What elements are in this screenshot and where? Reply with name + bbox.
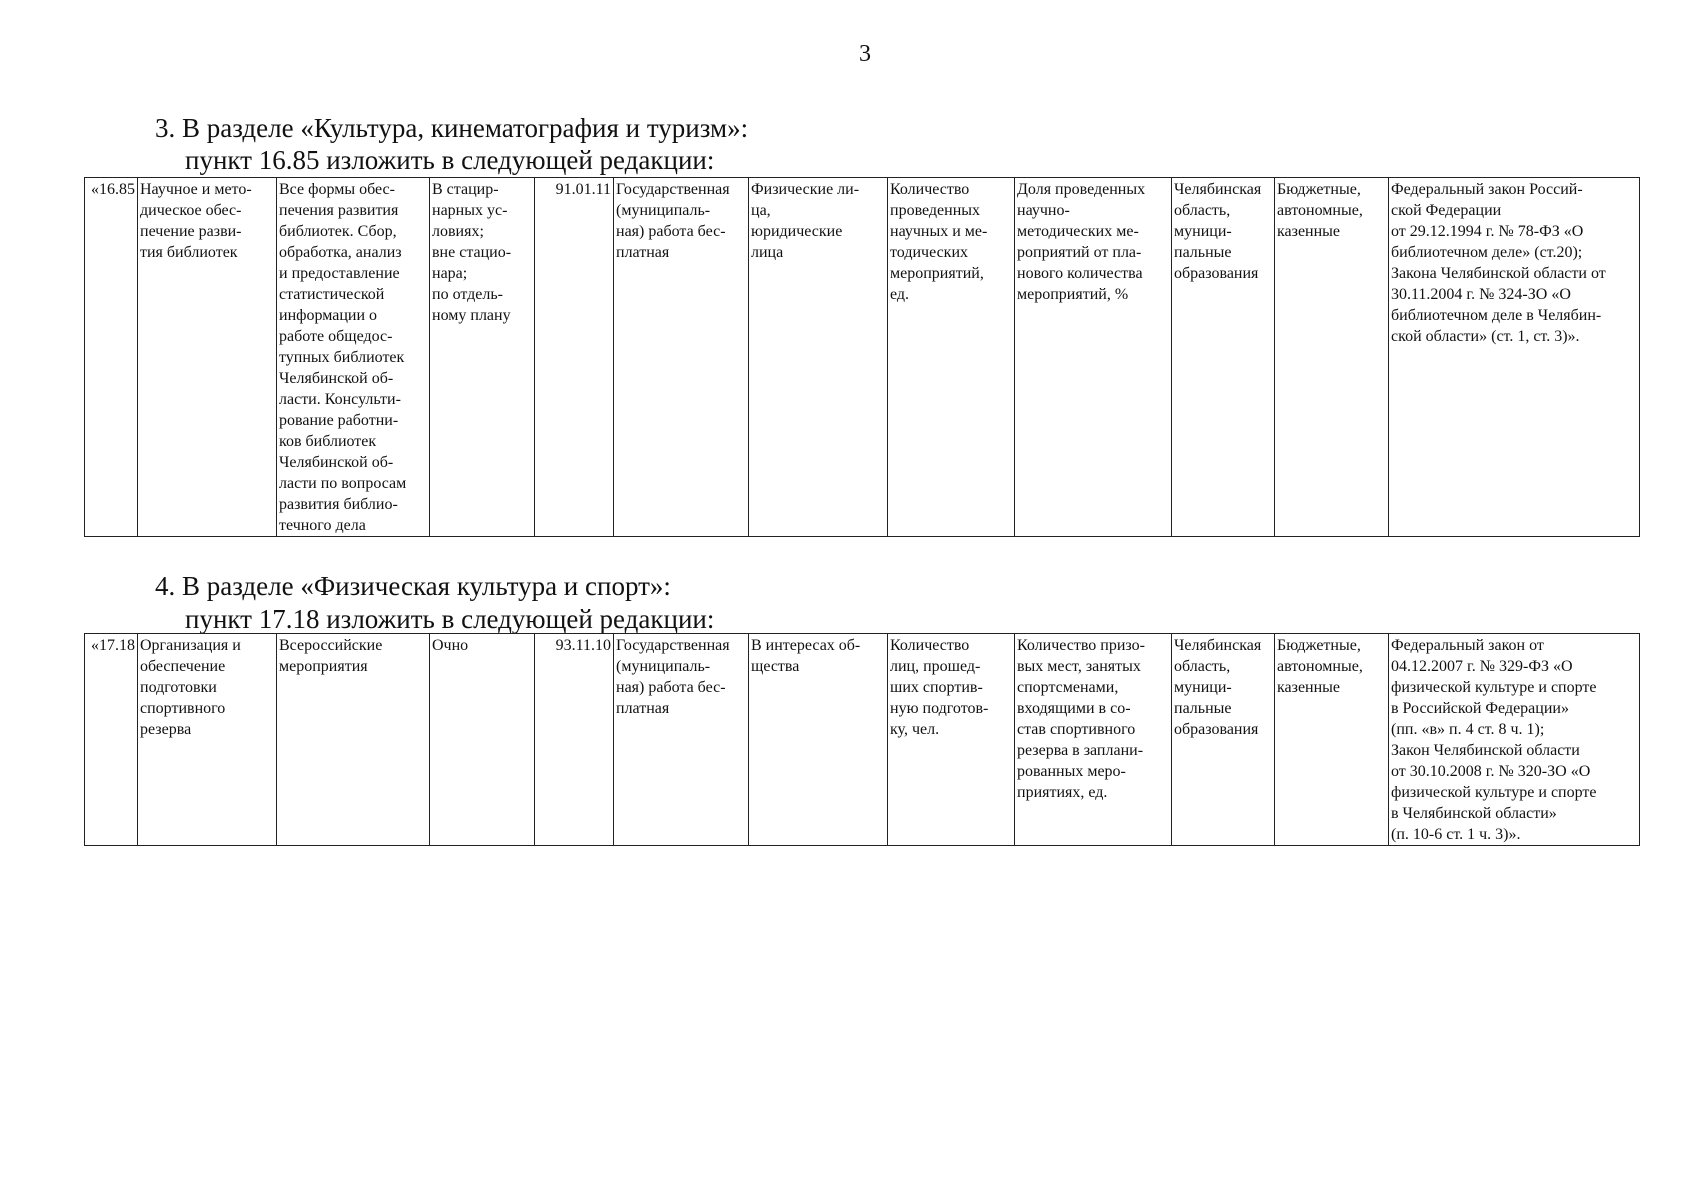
section-3-subheading: пункт 16.85 изложить в следующей редакции: <box>185 145 715 175</box>
work-type-cell: Государственная (муниципаль- ная) работа бес- платная <box>614 178 749 537</box>
institutions-cell: Бюджетные, автономные, казенные <box>1275 634 1389 846</box>
conditions-cell: Очно <box>430 634 535 846</box>
section-3-table <box>84 177 1640 537</box>
section-3-heading: 3. В разделе «Культура, кинематография и туризм»: <box>155 113 749 143</box>
quality-indicator-cell: Количество призо- вых мест, занятых спортсменами, входящими в со- став спортивного резерва в заплани- рованных меро- приятиях, ед. <box>1015 634 1172 846</box>
section-4-table <box>84 633 1640 846</box>
legal-basis-cell: Федеральный закон от 04.12.2007 г. № 329-ФЗ «О физической культуре и спорте в Российской Федерации» (пп. «в» п. 4 ст. 8 ч. 1); Закон Челябинской области от 30.10.2008 г. № 320-ЗО «О физической культуре и спорте в Челябинской области» (п. 10-6 ст. 1 ч. 3)». <box>1389 634 1640 846</box>
work-type-cell: Государственная (муниципаль- ная) работа бес- платная <box>614 634 749 846</box>
quality-indicator-cell: Доля проведенных научно- методических ме- роприятий от пла- нового количества мероприятий, % <box>1015 178 1172 537</box>
service-content-cell: Все формы обес- печения развития библиотек. Сбор, обработка, анализ и предоставление статистической информации о работе общедос- тупных библиотек Челябинской об- ласти. Консульти- рование работни- ков библиотек Челябинской об- ласти по вопросам развития библио- течного дела <box>277 178 430 537</box>
service-content-cell: Всероссийские мероприятия <box>277 634 430 846</box>
okved-code-cell: 93.11.10 <box>535 634 614 846</box>
section-4-subheading: пункт 17.18 изложить в следующей редакции: <box>185 604 715 634</box>
consumers-cell: В интересах об- щества <box>749 634 888 846</box>
section-4-heading: 4. В разделе «Физическая культура и спорт»: <box>155 571 671 601</box>
table-row <box>85 634 1640 846</box>
okved-code-cell: 91.01.11 <box>535 178 614 537</box>
service-name-cell: Научное и мето- дическое обес- печение разви- тия библиотек <box>138 178 277 537</box>
item-number-cell: «17.18 <box>85 634 138 846</box>
service-name-cell: Организация и обеспечение подготовки спортивного резерва <box>138 634 277 846</box>
level-cell: Челябинская область, муници- пальные образования <box>1172 178 1275 537</box>
legal-basis-cell: Федеральный закон Россий- ской Федерации от 29.12.1994 г. № 78-ФЗ «О библиотечном деле» (ст.20); Закона Челябинской области от 30.11.2004 г. № 324-ЗО «О библиотечном деле в Челябин- ской области» (ст. 1, ст. 3)». <box>1389 178 1640 537</box>
page-number: 3 <box>859 41 871 67</box>
item-number-cell: «16.85 <box>85 178 138 537</box>
volume-indicator-cell: Количество лиц, прошед- ших спортив- ную подготов- ку, чел. <box>888 634 1015 846</box>
institutions-cell: Бюджетные, автономные, казенные <box>1275 178 1389 537</box>
volume-indicator-cell: Количество проведенных научных и ме- тодических мероприятий, ед. <box>888 178 1015 537</box>
conditions-cell: В стацир- нарных ус- ловиях; вне стацио- нара; по отдель- ному плану <box>430 178 535 537</box>
consumers-cell: Физические ли- ца, юридические лица <box>749 178 888 537</box>
level-cell: Челябинская область, муници- пальные образования <box>1172 634 1275 846</box>
table-row <box>85 178 1640 537</box>
